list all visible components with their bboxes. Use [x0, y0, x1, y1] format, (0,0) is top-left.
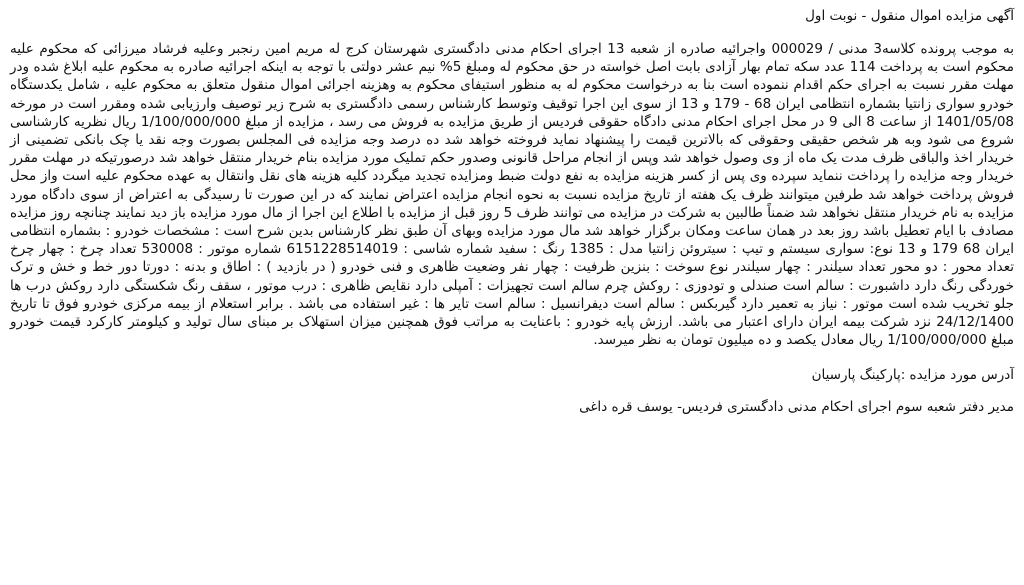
auction-address: آدرس مورد مزایده :پارکینگ پارسیان	[811, 367, 1014, 384]
notice-title: آگهی مزایده اموال منقول - نوبت اول	[805, 8, 1014, 24]
notice-body: به موجب پرونده کلاسه3 مدنی / 000029 واجرائیه صادره از شعبه 13 اجرای احکام مدنی دادگستری شهرستان کرج له مریم امین رنجبر وعلیه فرشاد میرزائی که محکوم علیه محکوم است به پرداخت 114 عدد سکه تمام بهار آزادی بابت اصل خواسته در حق محکوم له ومبلغ 5% نیم عشر دولتی با توجه به اینکه اجرائیه صادره به محکوم علیه ابلاغ شده ودر مهلت مقرر نسبت به اجرای حکم اقدام ننموده است بنا به درخواست محکوم له به منظور استیفای محکوم به وهزینه اجرائی اموال منقول متعلق به محکوم علیه ، شامل یکدستگاه خودرو سواری زانتیا بشماره انتظامی ایران 68 - 179 و 13 از سوی این اجرا توقیف وتوسط کارشناس رسمی دادگستری به شرح زیر توصیف وارزیابی شده ومقرر است در مورخه 1401/05/08 از ساعت 8 الی 9 در محل اجرای احکام مدنی دادگاه حقوقی فردیس از طریق مزایده به فروش می رسد ، مزایده از مبلغ 1/100/000/000 ریال نظریه کارشناسی شروع می شود وبه هر شخص حقیقی وحقوقی که بالاترین قیمت را پیشنهاد نماید فروخته خواهد شد ده درصد وجه مزایده فی المجلس بصورت وجه نقد یا چک بانکی تضمینی از خریدار اخذ والباقی ظرف مدت یک ماه از وی وصول خواهد شد وپس از انجام مراحل قانونی وصدور حکم تملیک مورد مزایده بنام خریدار منتقل خواهد شد درصورتیکه در مهلت مقرر خریدار وجه مزایده را پرداخت ننماید سپرده وی پس از کسر هزینه مزایده به نفع دولت ضبط ومزایده تجدید میگردد کلیه هزینه های نقل وانتقال به عهده محکوم علیه است واز محل فروش پرداخت خواهد شد طرفین میتوانند ظرف یک هفته از تاریخ مزایده نسبت به نحوه انجام مزایده اعتراض نمایند که در این صورت تا رسیدگی به اعتراض از سوی دادگاه مورد مزایده به نام خریدار منتقل نخواهد شد ضمناً طالبین به شرکت در مزایده می توانند ظرف 5 روز قبل از مزایده با اطلاع این اجرا از مال مورد مزایده باز دید نمایند چنانچه روز مزایده مصادف با ایام تعطیل باشد روز بعد در همان ساعت ومکان برگزار خواهد شد مال مورد مزایده وبهای آن طبق نظر کارشناس بدین شرح است : مشخصات خودرو : بشماره انتظامی ایران 68 179 و 13 نوع: سواری سیستم و تیپ : سیتروئن زانتیا مدل : 1385 رنگ : سفید شماره شاسی : 6151228514019 شماره موتور : 530008 تعداد چرخ : چهار چرخ تعداد محور : دو محور تعداد سیلندر : چهار سیلندر نوع سوخت : بنزین ظرفیت : چهار نفر وضعیت ظاهری و فنی خودرو ( در بازدید ) : اطاق و بدنه : دورتا دور خط و خش و ترک خوردگی رنگ دارد داشبورت : سالم است صندلی و تودوزی : روکش چرم سالم است تجهیزات : آمپلی دارد نقایص ظاهری : درب موتور ، سقف رنگ شکستگی دارد روکش درب ها جلو تخریب شده است موتور : نیاز به تعمیر دارد گیربکس : سالم است دیفرانسیل : سالم است تایر ها : غیر استفاده می باشد . برابر استعلام از بیمه مرکزی خودرو فوق تا تاریخ 24/12/1400 نزد شرکت بیمه ایران دارای اعتبار می باشد. ارزش پایه خودرو : باعنایت به مراتب فوق همچنین میزان استهلاک بر مبنای سال تولید و کیلومتر کارکرد قیمت خودرو مبلغ 1/100/000/000 ریال معادل یکصد و ده میلیون تومان به نظر میرسد.	[10, 41, 1015, 349]
signature-line: مدیر دفتر شعبه سوم اجرای احکام مدنی دادگستری فردیس- یوسف قره داغی	[579, 399, 1014, 416]
